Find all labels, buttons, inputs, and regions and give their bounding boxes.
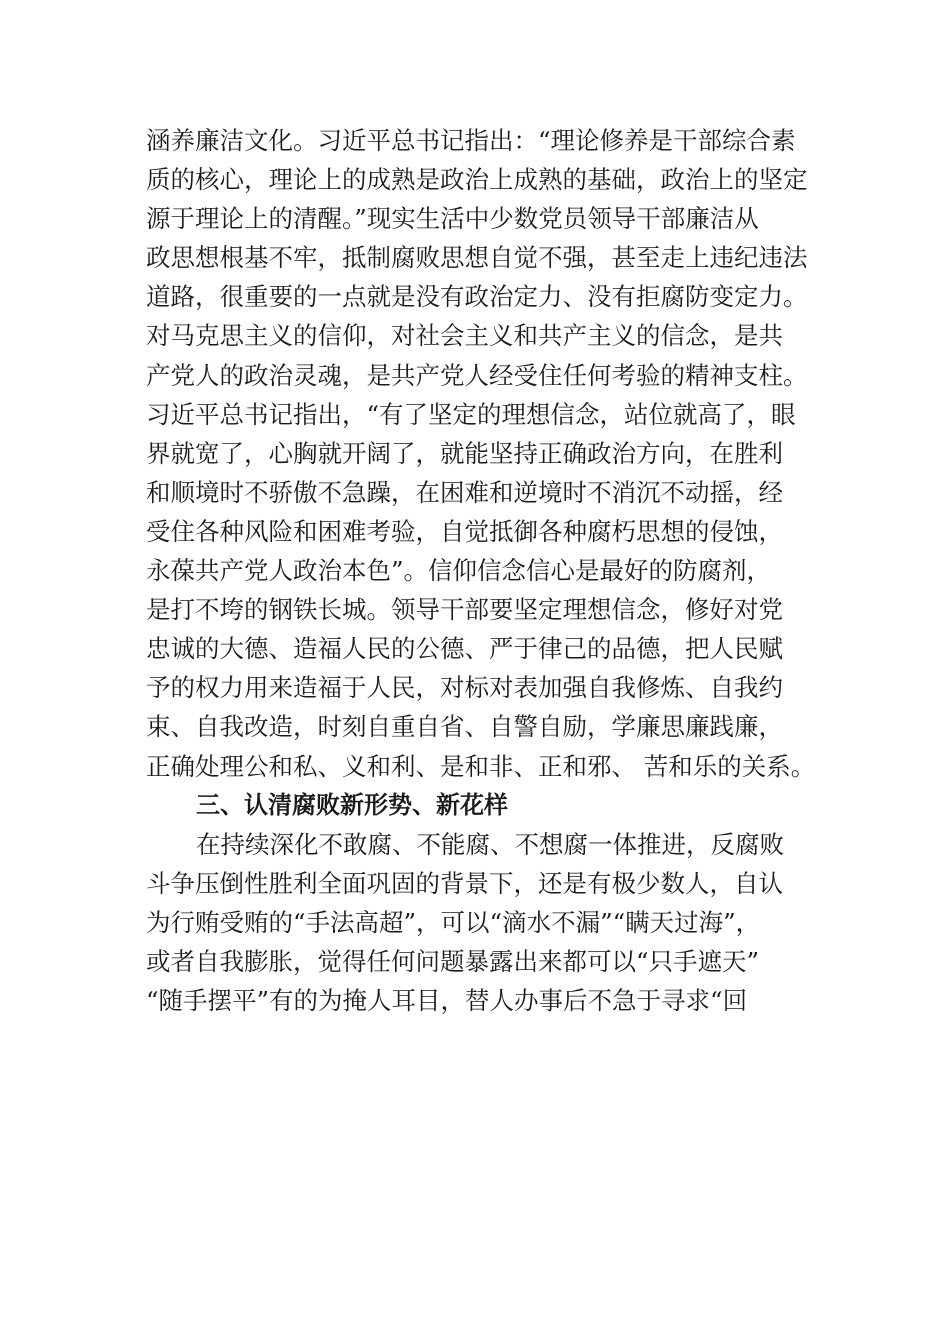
- text-line: 为行贿受贿的“手法高超”，可以“滴水不漏”“瞒天过海”，: [146, 907, 761, 937]
- text-line: 和顺境时不骄傲不急躁，在困难和逆境时不消沉不动摇，经: [146, 477, 783, 507]
- text-line: 束、自我改造，时刻自重自省、自警自励，学廉思廉践廉，: [146, 712, 783, 742]
- text-line: 政思想根基不牢，抵制腐败思想自觉不强，甚至走上违纪违法: [146, 243, 808, 273]
- text-line: 永葆共产党人政治本色”。信仰信念信心是最好的防腐剂，: [146, 556, 772, 586]
- text-line: 涵养廉洁文化。习近平总书记指出：“理论修养是干部综合素: [146, 126, 796, 155]
- text-line: 产党人的政治灵魂，是共产党人经受住任何考验的精神支柱。: [146, 360, 808, 390]
- text-line: 或者自我膨胀，觉得任何问题暴露出来都可以“只手遮天”: [146, 946, 760, 976]
- text-line: 质的核心，理论上的成熟是政治上成熟的基础，政治上的坚定: [146, 165, 808, 195]
- section-heading: 三、认清腐败新形势、新花样: [196, 790, 508, 819]
- text-line: 忠诚的大德、造福人民的公德、严于律己的品德，把人民赋: [146, 634, 783, 664]
- text-line: 斗争压倒性胜利全面巩固的背景下，还是有极少数人，自认: [146, 868, 783, 898]
- text-line: 正确处理公和私、义和利、是和非、正和邪、 苦和乐的关系。: [146, 751, 816, 781]
- text-line: 予的权力用来造福于人民，对标对表加强自我修炼、自我约: [146, 673, 783, 703]
- text-line: “随手摆平”有的为掩人耳目，替人办事后不急于寻求“回: [146, 986, 748, 1016]
- text-line: 受住各种风险和困难考验，自觉抵御各种腐朽思想的侵蚀，: [146, 516, 783, 546]
- text-line: 习近平总书记指出，“有了坚定的理想信念，站位就高了，眼: [146, 399, 796, 429]
- text-line: 对马克思主义的信仰，对社会主义和共产主义的信念，是共: [146, 321, 783, 351]
- document-body: [146, 121, 826, 1020]
- text-line: 是打不垮的钢铁长城。领导干部要坚定理想信念，修好对党: [146, 595, 783, 625]
- text-line: 道路，很重要的一点就是没有政治定力、没有拒腐防变定力。: [146, 282, 808, 312]
- text-line: 界就宽了，心胸就开阔了，就能坚持正确政治方向，在胜利: [146, 438, 783, 468]
- paragraph-first-line: 在持续深化不敢腐、不能腐、不想腐一体推进，反腐败: [196, 829, 784, 859]
- text-line: 源于理论上的清醒。”现实生活中少数党员领导干部廉洁从: [146, 204, 759, 234]
